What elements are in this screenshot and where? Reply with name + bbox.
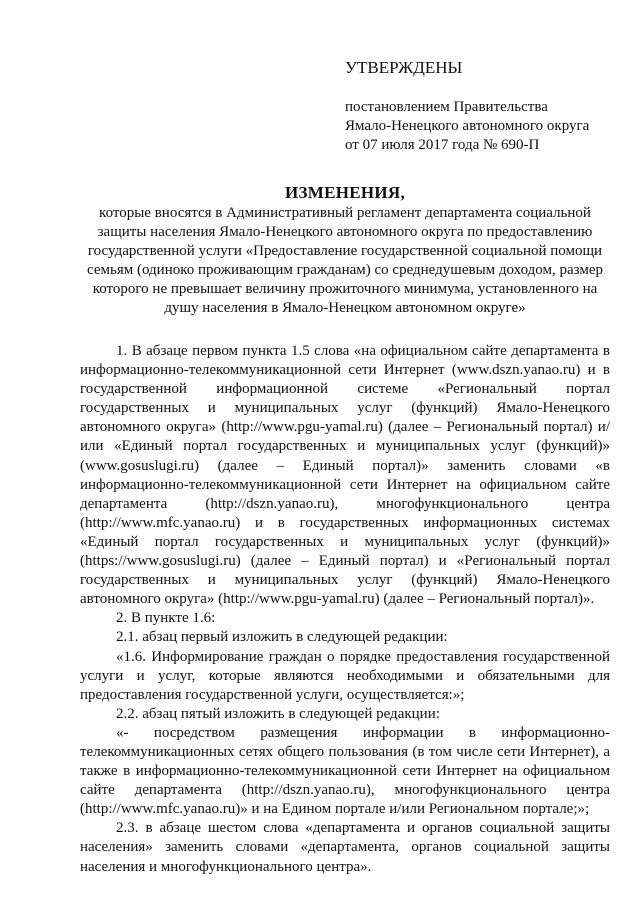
paragraph-2: 2. В пункте 1.6: <box>116 610 216 627</box>
paragraph-4: «1.6. Информирование граждан о порядке предоставления государственной услуги и услуг, которые являются необходимыми и обязательными для предоставления государственной услуги, осуществляется:»; <box>80 648 610 703</box>
changes-title: ИЗМЕНЕНИЯ, <box>284 183 406 202</box>
paragraph-5: 2.2. абзац пятый изложить в следующей редакции: <box>116 705 440 722</box>
changes-header <box>80 183 610 318</box>
approval-line-2: Ямало-Ненецкого автономного округа <box>345 118 590 134</box>
approval-line-3: от 07 июля 2017 года № 690-П <box>345 137 540 153</box>
changes-subtitle: которые вносятся в Административный регламент департамента социальной защиты населения Ямало-Ненецкого автономного округа по предоставлению государственной услуги «Предоставление государственной социальной помощи семьям (одиноко проживающим гражданам) со среднедушевым доходом, размер которого не превышает величину прожиточного минимума, установленного на душу населения в Ямало-Ненецком автономном округе» <box>87 205 603 316</box>
document-body <box>80 342 610 877</box>
paragraph-7: 2.3. в абзаце шестом слова «департамента и органов социальной защиты населения» заменить словами «департамента, органов социальной защиты населения и многофункционального центра». <box>80 820 610 875</box>
paragraph-3: 2.1. абзац первый изложить в следующей редакции: <box>116 629 448 646</box>
paragraph-6: «- посредством размещения информации в информационно-телекоммуникационных сетях общего пользования (в том числе сети Интернет), а также в информационно-телекоммуникационной сети Интернет на официальном сайте департамента (http://dszn.yanao.ru), многофункционального центра (http://www.mfc.yanao.ru)» и на Едином портале и/или Региональном портале;»; <box>80 724 610 818</box>
approval-block <box>345 58 635 155</box>
approval-heading: УТВЕРЖДЕНЫ <box>345 58 463 77</box>
approval-line-1: постановлением Правительства <box>345 99 548 115</box>
paragraph-1: 1. В абзаце первом пункта 1.5 слова «на официальном сайте департамента в информационно-телекоммуникационной сети Интернет (www.dszn.yanao.ru) и в государственной информационной системе «Региональный портал государственных и муниципальных услуг (функций) Ямало-Ненецкого автономного округа» (http://www.pgu-yamal.ru) (далее – Региональный портал) и/или «Единый портал государственных и муниципальных услуг (функций)» (www.gosuslugi.ru) (далее – Единый портал)» заменить словами «в информационно-телекоммуникационной сети Интернет на официальном сайте департамента (http://dszn.yanao.ru), многофункционального центра (http://www.mfc.yanao.ru) и в государственных информационных системах «Единый портал государственных и муниципальных услуг (функций)» (https://www.gosuslugi.ru) (далее – Единый портал) и «Региональный портал государственных и муниципальных услуг (функций) Ямало-Ненецкого автономного округа» (http://www.pgu-yamal.ru) (далее – Региональный портал)». <box>80 343 610 608</box>
